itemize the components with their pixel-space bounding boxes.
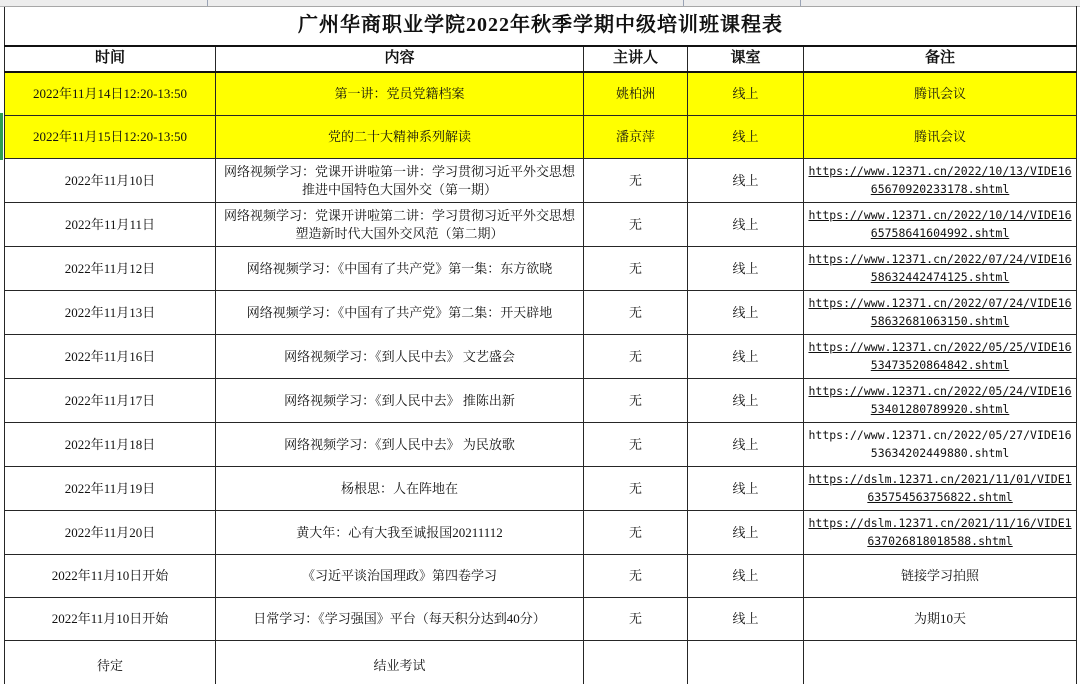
cell-remark-link[interactable]: https://www.12371.cn/2022/05/25/VIDE1653473520864842.shtml	[804, 335, 1077, 379]
cell-time: 2022年11月20日	[5, 511, 216, 555]
cell-room: 线上	[688, 467, 804, 511]
cell-time: 2022年11月10日开始	[5, 598, 216, 641]
cell-time: 2022年11月17日	[5, 379, 216, 423]
cell-remark	[804, 641, 1077, 684]
table-row	[5, 335, 1077, 379]
cell-remark-link[interactable]: https://www.12371.cn/2022/07/24/VIDE1658632681063150.shtml	[804, 291, 1077, 335]
table-row	[5, 423, 1077, 467]
cell-time: 2022年11月12日	[5, 247, 216, 291]
title-row	[5, 7, 1077, 46]
row-selection-marker	[0, 113, 3, 160]
col-header-room: 课室	[688, 46, 804, 72]
cell-remark: 为期10天	[804, 598, 1077, 641]
cell-content: 网络视频学习：《到人民中去》 文艺盛会	[216, 335, 584, 379]
table-row	[5, 291, 1077, 335]
cell-content: 网络视频学习：《到人民中去》 为民放歌	[216, 423, 584, 467]
cell-room: 线上	[688, 335, 804, 379]
cell-speaker: 无	[584, 467, 688, 511]
cell-content: 网络视频学习：党课开讲啦第二讲：学习贯彻习近平外交思想塑造新时代大国外交风范（第二期）	[216, 203, 584, 247]
cell-speaker: 姚柏洲	[584, 72, 688, 116]
cell-remark-link[interactable]: https://www.12371.cn/2022/07/24/VIDE1658632442474125.shtml	[804, 247, 1077, 291]
cell-speaker: 无	[584, 555, 688, 598]
cell-time: 2022年11月11日	[5, 203, 216, 247]
table-row	[5, 511, 1077, 555]
cell-time: 2022年11月13日	[5, 291, 216, 335]
cell-remark: 腾讯会议	[804, 72, 1077, 116]
cell-speaker: 无	[584, 423, 688, 467]
cell-time: 待定	[5, 641, 216, 684]
cell-speaker: 无	[584, 203, 688, 247]
table-row	[5, 641, 1077, 684]
col-header-content: 内容	[216, 46, 584, 72]
cell-room: 线上	[688, 423, 804, 467]
cell-content: 《习近平谈治国理政》第四卷学习	[216, 555, 584, 598]
cell-content: 党的二十大精神系列解读	[216, 116, 584, 159]
cell-room: 线上	[688, 247, 804, 291]
cell-speaker: 无	[584, 247, 688, 291]
cell-remark: 腾讯会议	[804, 116, 1077, 159]
col-header-remark: 备注	[804, 46, 1077, 72]
cell-speaker: 潘京萍	[584, 116, 688, 159]
cell-room: 线上	[688, 291, 804, 335]
cell-remark: 链接学习拍照	[804, 555, 1077, 598]
cell-content: 第一讲：党员党籍档案	[216, 72, 584, 116]
cell-content: 网络视频学习：《到人民中去》 推陈出新	[216, 379, 584, 423]
cell-room: 线上	[688, 511, 804, 555]
cell-room: 线上	[688, 116, 804, 159]
cell-room: 线上	[688, 555, 804, 598]
cell-content: 网络视频学习：《中国有了共产党》第一集：东方欲晓	[216, 247, 584, 291]
cell-remark-link[interactable]: https://dslm.12371.cn/2021/11/01/VIDE1635754563756822.shtml	[804, 467, 1077, 511]
table-row	[5, 467, 1077, 511]
cell-content: 网络视频学习：党课开讲啦第一讲：学习贯彻习近平外交思想推进中国特色大国外交（第一期）	[216, 159, 584, 203]
cell-speaker: 无	[584, 379, 688, 423]
cell-time: 2022年11月15日12:20-13:50	[5, 116, 216, 159]
cell-speaker: 无	[584, 598, 688, 641]
cell-speaker: 无	[584, 291, 688, 335]
cell-remark-link[interactable]: https://dslm.12371.cn/2021/11/16/VIDE1637026818018588.shtml	[804, 511, 1077, 555]
cell-content: 黄大年：心有大我至诚报国20211112	[216, 511, 584, 555]
cell-room	[688, 641, 804, 684]
cell-time: 2022年11月19日	[5, 467, 216, 511]
cell-speaker	[584, 641, 688, 684]
col-header-speaker: 主讲人	[584, 46, 688, 72]
cell-time: 2022年11月10日开始	[5, 555, 216, 598]
table-row	[5, 72, 1077, 116]
table-row	[5, 247, 1077, 291]
cell-content: 杨根思：人在阵地在	[216, 467, 584, 511]
header-row	[5, 46, 1077, 72]
cell-remark-url-text: https://www.12371.cn/2022/05/27/VIDE1653634202449880.shtml	[804, 423, 1077, 467]
cell-time: 2022年11月16日	[5, 335, 216, 379]
cell-speaker: 无	[584, 511, 688, 555]
cell-speaker: 无	[584, 159, 688, 203]
cell-room: 线上	[688, 379, 804, 423]
cell-room: 线上	[688, 598, 804, 641]
col-header-time: 时间	[5, 46, 216, 72]
table-row	[5, 379, 1077, 423]
cell-content: 日常学习：《学习强国》平台（每天积分达到40分）	[216, 598, 584, 641]
cell-remark-link[interactable]: https://www.12371.cn/2022/10/14/VIDE1665758641604992.shtml	[804, 203, 1077, 247]
cell-room: 线上	[688, 72, 804, 116]
table-row	[5, 555, 1077, 598]
page-title: 广州华商职业学院2022年秋季学期中级培训班课程表	[5, 7, 1077, 46]
course-schedule-table	[4, 6, 1077, 684]
table-row	[5, 203, 1077, 247]
cell-time: 2022年11月14日12:20-13:50	[5, 72, 216, 116]
cell-remark-link[interactable]: https://www.12371.cn/2022/05/24/VIDE1653401280789920.shtml	[804, 379, 1077, 423]
table-row	[5, 159, 1077, 203]
cell-remark-link[interactable]: https://www.12371.cn/2022/10/13/VIDE1665670920233178.shtml	[804, 159, 1077, 203]
table-row	[5, 598, 1077, 641]
cell-room: 线上	[688, 159, 804, 203]
cell-speaker: 无	[584, 335, 688, 379]
cell-content: 网络视频学习：《中国有了共产党》第二集：开天辟地	[216, 291, 584, 335]
cell-content: 结业考试	[216, 641, 584, 684]
cell-room: 线上	[688, 203, 804, 247]
table-row	[5, 116, 1077, 159]
cell-time: 2022年11月18日	[5, 423, 216, 467]
cell-time: 2022年11月10日	[5, 159, 216, 203]
